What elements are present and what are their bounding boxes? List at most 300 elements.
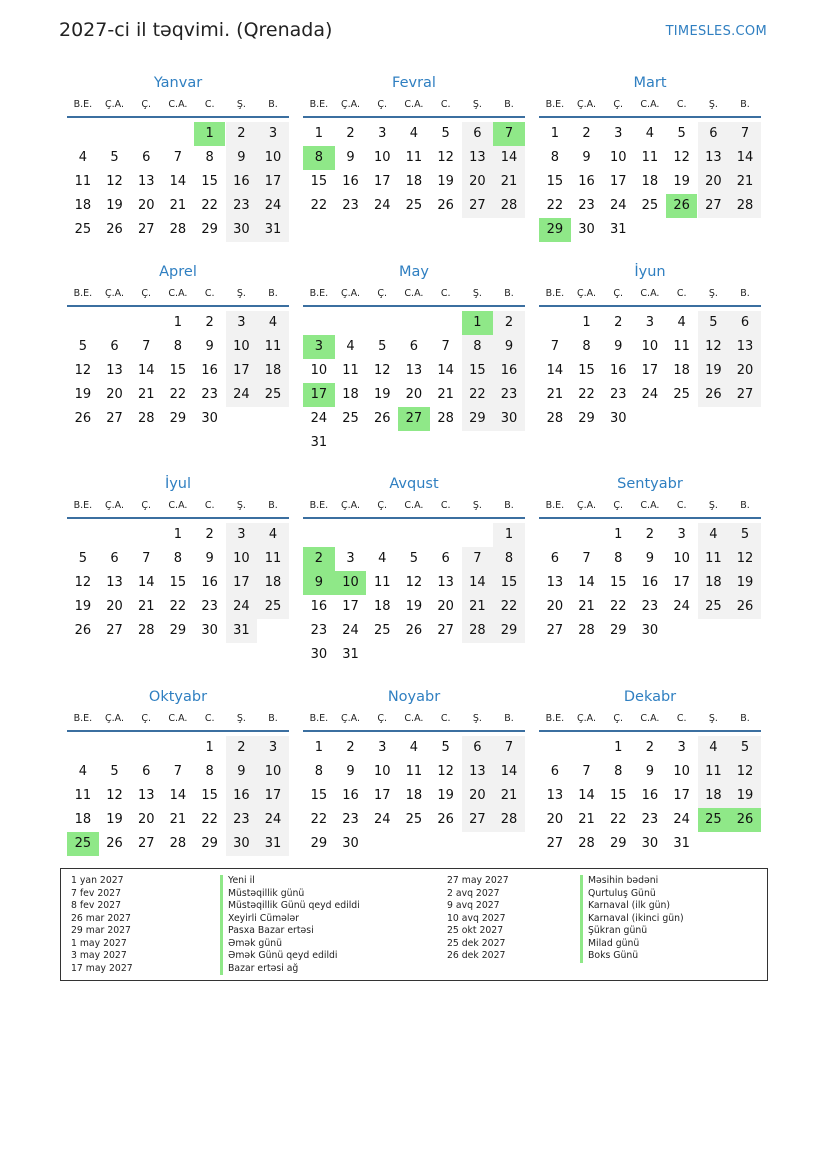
day-cell: 8 <box>582 339 591 354</box>
month-block <box>303 261 525 451</box>
day-cell: 11 <box>698 547 730 571</box>
day-cell: 10 <box>310 363 328 378</box>
day-cell: 27 <box>137 836 155 851</box>
day-cell: 2 <box>493 311 525 335</box>
day-cell: 25 <box>698 595 730 619</box>
day-cell: 11 <box>698 760 730 784</box>
weekday-label: B. <box>504 288 514 299</box>
month-block <box>303 686 525 876</box>
day-cell: 19 <box>74 387 92 402</box>
day-cell: 23 <box>609 387 627 402</box>
weekday-label: Ç.A. <box>105 713 125 724</box>
day-cell: 16 <box>226 784 258 808</box>
day-cell: 28 <box>169 836 187 851</box>
weekday-label: Ş. <box>708 713 718 724</box>
weekday-label: B. <box>268 288 278 299</box>
day-cell: 15 <box>546 174 564 189</box>
weekday-label: C.A. <box>168 713 188 724</box>
day-cell: 6 <box>441 551 450 566</box>
day-cell: 1 <box>314 740 323 755</box>
weekday-label: B. <box>268 713 278 724</box>
weekday-label: B.E. <box>309 713 329 724</box>
day-cell: 16 <box>201 363 218 378</box>
weekday-label: B.E. <box>309 99 329 110</box>
day-grid <box>67 519 289 663</box>
holiday-day-cell: 7 <box>493 122 525 146</box>
day-cell: 11 <box>641 150 659 165</box>
day-cell: 21 <box>462 595 494 619</box>
day-cell: 22 <box>169 387 187 402</box>
day-cell: 12 <box>74 575 92 590</box>
day-cell: 6 <box>698 122 730 146</box>
day-cell: 26 <box>373 411 391 426</box>
day-cell: 3 <box>257 736 289 760</box>
day-cell: 30 <box>578 222 595 237</box>
weekday-label: C.A. <box>168 288 188 299</box>
day-cell: 8 <box>205 764 214 779</box>
day-cell: 29 <box>310 836 328 851</box>
day-cell: 10 <box>257 146 289 170</box>
day-cell: 23 <box>578 198 595 213</box>
day-cell: 12 <box>74 363 92 378</box>
day-cell: 18 <box>373 599 391 614</box>
weekday-label: Ç. <box>613 99 624 110</box>
day-cell: 5 <box>677 126 686 141</box>
day-cell: 4 <box>698 523 730 547</box>
day-cell: 28 <box>546 411 564 426</box>
weekday-label: C. <box>440 500 451 511</box>
day-cell: 5 <box>110 764 119 779</box>
month-block <box>303 72 525 262</box>
day-cell: 9 <box>226 146 258 170</box>
weekday-label: C. <box>676 713 687 724</box>
day-cell: 12 <box>437 764 454 779</box>
day-cell: 7 <box>441 339 450 354</box>
day-cell: 2 <box>205 315 214 330</box>
day-cell: 7 <box>142 339 151 354</box>
day-cell: 30 <box>342 836 359 851</box>
day-cell: 29 <box>169 411 187 426</box>
day-cell: 21 <box>578 599 595 614</box>
holiday-date: 2 avq 2027 <box>447 887 500 899</box>
weekday-label: C.A. <box>404 500 424 511</box>
day-cell: 31 <box>257 218 289 242</box>
day-grid <box>303 519 525 663</box>
day-cell: 4 <box>677 315 686 330</box>
day-cell: 20 <box>546 812 564 827</box>
month-block <box>67 72 289 262</box>
day-cell: 8 <box>205 150 214 165</box>
day-cell: 27 <box>137 222 155 237</box>
day-cell: 9 <box>205 551 214 566</box>
day-cell: 24 <box>226 595 258 619</box>
day-cell: 18 <box>257 359 289 383</box>
day-cell: 16 <box>641 575 659 590</box>
weekday-header <box>303 708 525 732</box>
weekday-label: B. <box>268 99 278 110</box>
day-cell: 13 <box>437 575 454 590</box>
day-grid <box>539 307 761 451</box>
day-cell: 25 <box>342 411 359 426</box>
day-cell: 7 <box>142 551 151 566</box>
day-cell: 5 <box>441 740 450 755</box>
weekday-label: C. <box>440 288 451 299</box>
day-cell: 3 <box>378 126 387 141</box>
month-name: İyul <box>164 476 192 492</box>
day-cell: 20 <box>698 170 730 194</box>
day-cell: 26 <box>405 623 423 638</box>
day-cell: 15 <box>493 571 525 595</box>
day-cell: 20 <box>546 599 564 614</box>
day-cell: 7 <box>582 551 591 566</box>
weekday-label: Ç. <box>377 713 388 724</box>
day-cell: 23 <box>226 808 258 832</box>
weekday-label: C.A. <box>404 99 424 110</box>
weekday-label: B.E. <box>545 713 565 724</box>
day-cell: 26 <box>729 595 761 619</box>
weekday-label: Ş. <box>236 500 246 511</box>
day-cell: 7 <box>582 764 591 779</box>
day-cell: 6 <box>462 122 494 146</box>
day-cell: 14 <box>137 363 155 378</box>
holiday-day-cell: 26 <box>666 194 698 218</box>
day-cell: 16 <box>310 599 328 614</box>
day-cell: 25 <box>673 387 690 402</box>
weekday-label: Ş. <box>236 713 246 724</box>
day-cell: 28 <box>462 619 494 643</box>
weekday-label: Ç.A. <box>105 288 125 299</box>
weekday-label: B.E. <box>545 500 565 511</box>
weekday-label: Ş. <box>708 288 718 299</box>
day-cell: 13 <box>405 363 423 378</box>
holiday-name: Yeni il <box>220 875 360 888</box>
day-cell: 22 <box>310 198 328 213</box>
day-cell: 20 <box>462 784 494 808</box>
day-cell: 24 <box>609 198 627 213</box>
weekday-label: C.A. <box>640 500 660 511</box>
day-cell: 13 <box>546 788 564 803</box>
day-cell: 17 <box>673 575 690 590</box>
day-cell: 13 <box>546 575 564 590</box>
weekday-label: C. <box>204 288 215 299</box>
day-cell: 7 <box>173 150 183 165</box>
day-cell: 31 <box>310 435 328 450</box>
day-cell: 8 <box>493 547 525 571</box>
day-cell: 31 <box>673 836 690 851</box>
weekday-label: Ç.A. <box>341 288 361 299</box>
day-cell: 17 <box>373 788 391 803</box>
day-cell: 28 <box>493 808 525 832</box>
month-name: Aprel <box>159 264 197 280</box>
day-grid <box>67 732 289 876</box>
day-cell: 3 <box>257 122 289 146</box>
day-cell: 23 <box>201 599 218 614</box>
day-cell: 2 <box>645 527 655 542</box>
holiday-date: 1 yan 2027 <box>71 875 124 886</box>
month-block <box>539 473 761 663</box>
holiday-name: Boks Günü <box>580 950 684 963</box>
day-cell: 16 <box>609 363 627 378</box>
day-cell: 5 <box>729 736 761 760</box>
day-cell: 14 <box>578 575 595 590</box>
holiday-name: Məsihin bədəni <box>580 875 684 888</box>
holiday-name: Karnaval (ilk gün) <box>580 900 684 913</box>
day-cell: 17 <box>342 599 359 614</box>
day-cell: 6 <box>409 339 419 354</box>
weekday-label: C.A. <box>640 713 660 724</box>
day-cell: 23 <box>310 623 328 638</box>
day-cell: 11 <box>257 547 289 571</box>
weekday-label: Ş. <box>236 288 246 299</box>
day-cell: 11 <box>373 575 391 590</box>
day-cell: 25 <box>641 198 659 213</box>
day-cell: 29 <box>578 411 595 426</box>
weekday-label: Ç. <box>141 713 152 724</box>
holiday-day-cell: 27 <box>398 407 430 431</box>
day-cell: 6 <box>142 764 151 779</box>
day-cell: 25 <box>405 198 423 213</box>
day-cell: 4 <box>698 736 730 760</box>
day-cell: 1 <box>614 740 623 755</box>
day-cell: 6 <box>550 764 559 779</box>
day-cell: 17 <box>673 788 690 803</box>
day-cell: 3 <box>378 740 387 755</box>
weekday-label: B.E. <box>73 713 93 724</box>
holiday-dates-right <box>447 875 509 963</box>
day-grid <box>303 118 525 262</box>
weekday-label: B.E. <box>309 288 329 299</box>
weekday-label: Ç. <box>613 713 624 724</box>
day-cell: 18 <box>74 198 92 213</box>
day-cell: 30 <box>201 623 218 638</box>
day-cell: 13 <box>729 335 761 359</box>
month-block <box>67 473 289 663</box>
day-cell: 24 <box>373 198 391 213</box>
weekday-label: Ç.A. <box>105 500 125 511</box>
day-cell: 3 <box>677 740 686 755</box>
day-cell: 22 <box>546 198 564 213</box>
holiday-name: Qurtuluş Günü <box>580 888 684 901</box>
weekday-label: B. <box>268 500 278 511</box>
weekday-label: Ç.A. <box>341 713 361 724</box>
day-cell: 18 <box>698 571 730 595</box>
weekday-label: Ş. <box>708 99 718 110</box>
day-cell: 9 <box>645 764 655 779</box>
day-cell: 13 <box>698 146 730 170</box>
month-name: Mart <box>633 75 667 91</box>
day-cell: 4 <box>78 764 87 779</box>
day-cell: 11 <box>257 335 289 359</box>
holiday-names-right <box>580 875 684 963</box>
day-cell: 30 <box>609 411 627 426</box>
weekday-label: B. <box>504 500 514 511</box>
day-cell: 11 <box>74 174 92 189</box>
day-cell: 12 <box>106 174 123 189</box>
day-cell: 10 <box>673 551 690 566</box>
day-cell: 29 <box>609 623 627 638</box>
holiday-day-cell: 29 <box>539 218 571 242</box>
day-cell: 30 <box>226 218 258 242</box>
brand-link[interactable]: TIMESLES.COM <box>665 24 767 39</box>
holiday-name: Bazar ertəsi ağ <box>220 963 360 976</box>
weekday-header <box>67 708 289 732</box>
day-cell: 21 <box>169 198 187 213</box>
day-cell: 5 <box>78 551 87 566</box>
day-cell: 1 <box>614 527 623 542</box>
day-cell: 10 <box>226 335 258 359</box>
weekday-label: Ç.A. <box>577 713 597 724</box>
day-cell: 21 <box>729 170 761 194</box>
holiday-name: Əmək günü <box>220 938 360 951</box>
weekday-label: Ç.A. <box>105 99 125 110</box>
day-cell: 19 <box>74 599 92 614</box>
day-cell: 10 <box>373 150 391 165</box>
day-cell: 12 <box>373 363 391 378</box>
day-cell: 13 <box>462 146 494 170</box>
day-cell: 4 <box>257 523 289 547</box>
day-cell: 9 <box>226 760 258 784</box>
day-cell: 23 <box>226 194 258 218</box>
weekday-label: C.A. <box>404 288 424 299</box>
weekday-label: Ç.A. <box>577 99 597 110</box>
month-name: Dekabr <box>623 689 677 705</box>
day-cell: 11 <box>405 764 423 779</box>
day-cell: 1 <box>550 126 559 141</box>
day-cell: 30 <box>641 836 659 851</box>
day-cell: 12 <box>698 335 730 359</box>
month-block <box>67 261 289 451</box>
day-cell: 16 <box>493 359 525 383</box>
holiday-name: Xeyirli Cümələr <box>220 913 360 926</box>
day-cell: 3 <box>226 523 258 547</box>
day-cell: 18 <box>641 174 659 189</box>
day-cell: 6 <box>729 311 761 335</box>
weekday-label: C. <box>676 99 687 110</box>
day-cell: 18 <box>74 812 92 827</box>
day-cell: 12 <box>106 788 123 803</box>
day-cell: 14 <box>578 788 595 803</box>
weekday-label: Ş. <box>472 288 482 299</box>
weekday-label: Ş. <box>236 99 246 110</box>
day-cell: 17 <box>609 174 627 189</box>
day-grid <box>67 307 289 451</box>
holiday-date: 26 mar 2027 <box>71 912 131 924</box>
day-cell: 2 <box>226 122 258 146</box>
day-cell: 19 <box>437 174 454 189</box>
day-cell: 20 <box>729 359 761 383</box>
day-cell: 29 <box>493 619 525 643</box>
day-cell: 26 <box>698 383 730 407</box>
holiday-day-cell: 1 <box>462 311 494 335</box>
weekday-label: Ç.A. <box>577 500 597 511</box>
holiday-name: Şükran günü <box>580 925 684 938</box>
day-cell: 31 <box>226 619 258 643</box>
month-name: Avqust <box>389 476 439 492</box>
day-cell: 27 <box>106 623 123 638</box>
weekday-label: C.A. <box>640 99 660 110</box>
holiday-date: 25 dek 2027 <box>447 937 506 949</box>
holiday-day-cell: 25 <box>698 808 730 832</box>
day-cell: 29 <box>201 222 218 237</box>
day-cell: 6 <box>142 150 151 165</box>
weekday-header <box>539 495 761 519</box>
day-cell: 22 <box>609 812 627 827</box>
day-grid <box>303 307 525 451</box>
day-cell: 9 <box>205 339 214 354</box>
day-cell: 8 <box>314 764 323 779</box>
day-cell: 17 <box>226 359 258 383</box>
holiday-day-cell: 17 <box>303 383 335 407</box>
day-cell: 23 <box>201 387 218 402</box>
day-cell: 8 <box>550 150 559 165</box>
day-cell: 26 <box>437 198 454 213</box>
day-cell: 2 <box>614 315 623 330</box>
weekday-header <box>303 283 525 307</box>
weekday-label: B.E. <box>73 500 93 511</box>
day-cell: 21 <box>578 812 595 827</box>
day-cell: 13 <box>106 363 123 378</box>
day-cell: 27 <box>698 194 730 218</box>
weekday-label: C. <box>440 713 451 724</box>
day-cell: 17 <box>641 363 659 378</box>
day-cell: 12 <box>437 150 454 165</box>
day-cell: 7 <box>729 122 761 146</box>
day-cell: 4 <box>78 150 87 165</box>
day-cell: 24 <box>310 411 328 426</box>
day-cell: 21 <box>493 784 525 808</box>
weekday-header <box>67 495 289 519</box>
holiday-name: Karnaval (ikinci gün) <box>580 913 684 926</box>
day-cell: 5 <box>378 339 387 354</box>
day-cell: 2 <box>346 740 355 755</box>
day-cell: 24 <box>226 383 258 407</box>
weekday-header <box>539 94 761 118</box>
weekday-label: Ş. <box>472 713 482 724</box>
day-cell: 11 <box>342 363 359 378</box>
day-cell: 30 <box>310 647 328 662</box>
day-cell: 15 <box>578 363 595 378</box>
day-cell: 16 <box>201 575 218 590</box>
day-cell: 27 <box>729 383 761 407</box>
day-cell: 4 <box>409 740 419 755</box>
month-name: Noyabr <box>387 689 441 705</box>
weekday-label: Ç. <box>377 99 388 110</box>
day-cell: 10 <box>226 547 258 571</box>
weekday-label: Ş. <box>472 99 482 110</box>
day-cell: 19 <box>405 599 423 614</box>
day-cell: 1 <box>173 315 183 330</box>
weekday-label: B. <box>504 713 514 724</box>
weekday-label: B. <box>504 99 514 110</box>
weekday-header <box>67 94 289 118</box>
day-cell: 31 <box>609 222 627 237</box>
day-cell: 1 <box>205 740 214 755</box>
day-cell: 14 <box>169 788 187 803</box>
holiday-name: Əmək Günü qeyd edildi <box>220 950 360 963</box>
day-cell: 13 <box>462 760 494 784</box>
weekday-label: Ç. <box>613 500 624 511</box>
weekday-label: C. <box>676 288 687 299</box>
day-cell: 24 <box>673 812 690 827</box>
day-cell: 15 <box>609 788 627 803</box>
day-cell: 26 <box>106 836 123 851</box>
weekday-label: Ç. <box>613 288 624 299</box>
day-cell: 28 <box>578 623 595 638</box>
holiday-date: 1 may 2027 <box>71 937 127 949</box>
day-cell: 15 <box>462 359 494 383</box>
day-cell: 14 <box>729 146 761 170</box>
day-cell: 8 <box>614 764 623 779</box>
